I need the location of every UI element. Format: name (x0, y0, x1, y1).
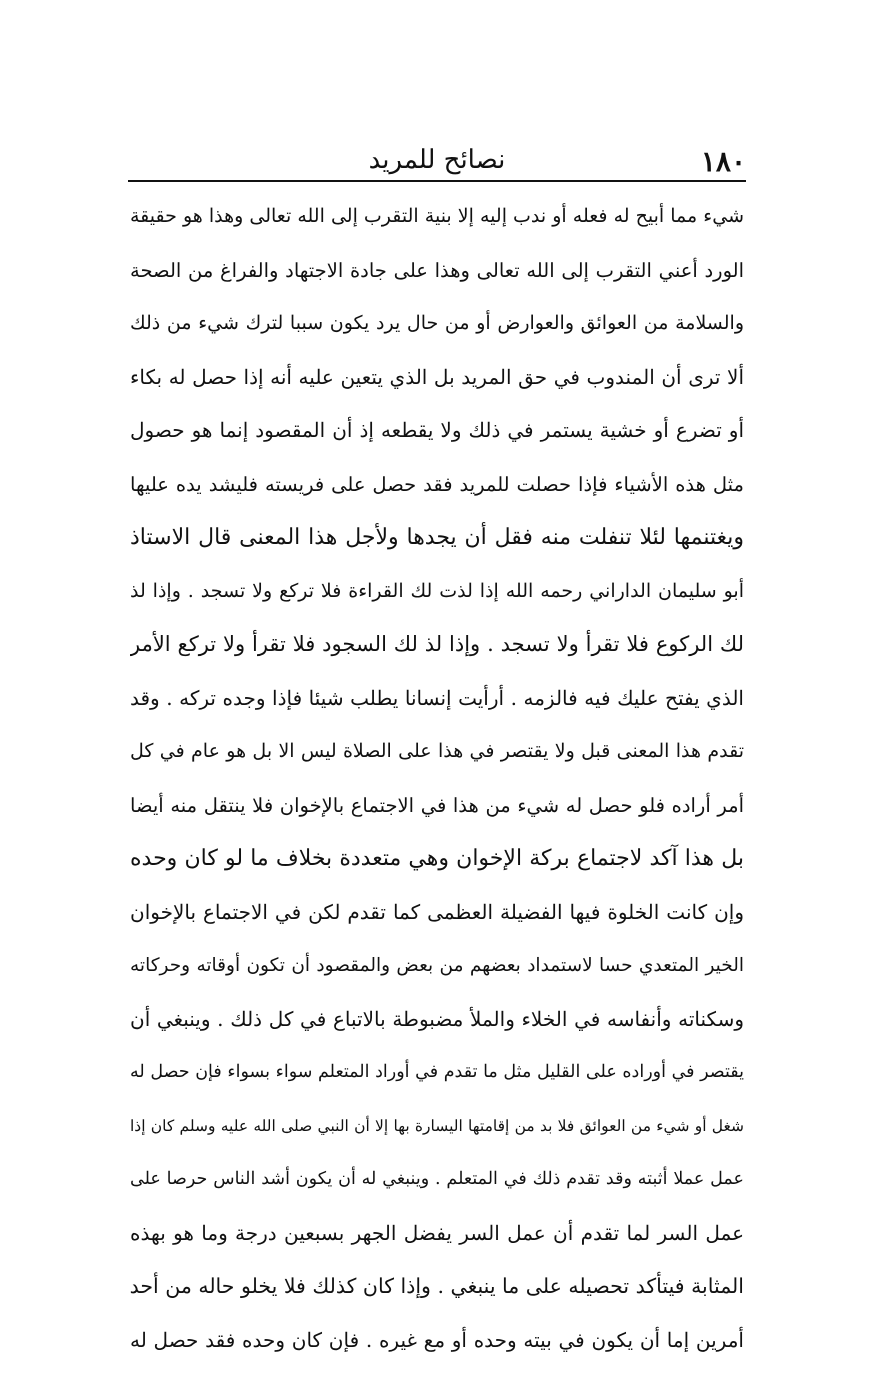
text-line: أمر أراده فلو حصل له شيء من هذا في الاجتماع بالإخوان فلا ينتقل منه أيضا (130, 793, 744, 817)
text-line: ألا ترى أن المندوب في حق المريد بل الذي يتعين عليه أنه إذا حصل له بكاء (130, 364, 744, 389)
running-title: نصائح للمريد (368, 145, 506, 175)
text-line: لك الركوع فلا تقرأ ولا تسجد . وإذا لذ لك السجود فلا تقرأ ولا تركع الأمر (130, 632, 744, 656)
text-line: والسلامة من العوائق والعوارض أو من حال يرد يكون سببا لترك شيء من ذلك (130, 312, 744, 334)
text-line: عمل عملا أثبته وقد تقدم ذلك في المتعلم . وينبغي له أن يكون أشد الناس حرصا على (130, 1169, 744, 1189)
text-line: الخير المتعدي حسا لاستمداد بعضهم من بعض والمقصود أن تكون أوقاته وحركاته (130, 955, 744, 976)
text-line: شغل أو شيء من العوائق فلا بد من إقامتها اليسارة بها إلا أن النبي صلى الله عليه وسلم كان إذا (130, 1116, 744, 1135)
text-line: وسكناته وأنفاسه في الخلاء والملأ مضبوطة بالاتباع في كل ذلك . وينبغي أن (130, 1006, 744, 1031)
text-line: ويغتنمها لئلا تنفلت منه فقل أن يجدها ولأجل هذا المعنى قال الاستاذ (130, 525, 744, 550)
text-line: الورد أعني التقرب إلى الله تعالى وهذا على جادة الاجتهاد والفراغ من الصحة (130, 258, 744, 282)
text-line: عمل السر لما تقدم أن عمل السر يفضل الجهر بسبعين درجة وما هو بهذه (130, 1220, 744, 1245)
header-rule (128, 180, 746, 182)
text-line: تقدم هذا المعنى قبل ولا يقتصر في هذا على الصلاة ليس الا بل هو عام في كل (130, 740, 744, 762)
text-line: أمرين إما أن يكون في بيته وحده أو مع غيره . فإن كان وحده فقد حصل له (130, 1327, 744, 1352)
page-number: ١٨٠ (700, 145, 746, 178)
text-line: أو تضرع أو خشية يستمر في ذلك ولا يقطعه إذ أن المقصود إنما هو حصول (130, 418, 744, 442)
text-line: الذي يفتح عليك فيه فالزمه . أرأيت إنسانا يطلب شيئا فإذا وجده تركه . وقد (130, 685, 744, 710)
text-line: بل هذا آكد لاجتماع بركة الإخوان وهي متعددة بخلاف ما لو كان وحده (130, 846, 744, 871)
text-line: المثابة فيتأكد تحصيله على ما ينبغي . وإذا كان كذلك فلا يخلو حاله من أحد (130, 1274, 744, 1298)
body-text (130, 190, 744, 1367)
text-line: مثل هذه الأشياء فإذا حصلت للمريد فقد حصل على فريسته فليشد يده عليها (130, 472, 744, 496)
running-header (128, 140, 746, 180)
text-line: وإن كانت الخلوة فيها الفضيلة العظمى كما تقدم لكن في الاجتماع بالإخوان (130, 899, 744, 924)
text-line: شيء مما أبيح له فعله أو ندب إليه إلا بنية التقرب إلى الله تعالى وهذا هو حقيقة (130, 205, 744, 227)
text-line: يقتصر في أوراده على القليل مثل ما تقدم في أوراد المتعلم سواء بسواء فإن حصل له (130, 1062, 744, 1082)
text-line: أبو سليمان الداراني رحمه الله إذا لذت لك القراءة فلا تركع ولا تسجد . وإذا لذ (130, 579, 744, 602)
